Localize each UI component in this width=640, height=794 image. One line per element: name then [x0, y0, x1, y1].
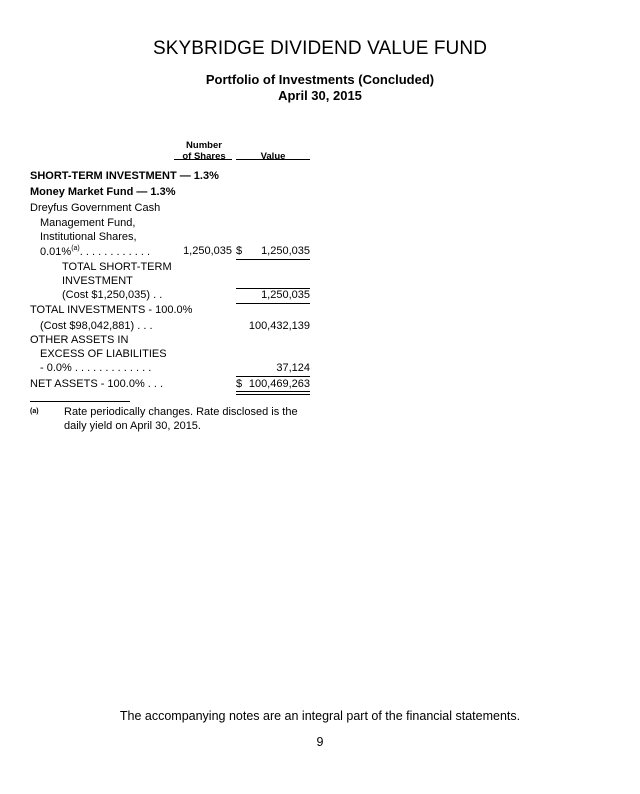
shares-header-rule: [174, 159, 232, 160]
other-assets-value: 37,124: [276, 362, 310, 374]
net-assets-value: 100,469,263: [248, 378, 310, 390]
total-short-term-bottom-rule: [236, 303, 310, 304]
page-number: 9: [316, 735, 324, 749]
other-assets-rule: [236, 376, 310, 377]
holding-rate: 0.01%: [40, 246, 72, 258]
column-header-value: Value: [260, 151, 286, 162]
total-short-term-line3: (Cost $1,250,035) . .: [62, 289, 163, 301]
holding-name-line2: Management Fund,: [40, 217, 136, 229]
other-assets-line2: EXCESS OF LIABILITIES: [40, 348, 167, 360]
leader-dots: . . . . . . . . . . . .: [79, 246, 151, 258]
other-assets-line1: OTHER ASSETS IN: [30, 334, 129, 346]
footnote-text-line2: daily yield on April 30, 2015.: [64, 420, 201, 432]
holding-name-line4: [40, 245, 150, 258]
net-assets-currency: $: [236, 378, 243, 390]
footnote-mark: (a): [30, 408, 39, 415]
total-short-term-value: 1,250,035: [261, 289, 310, 301]
footnote-ref: (a): [71, 245, 80, 252]
footnote-text-line1: Rate periodically changes. Rate disclosed is the: [64, 406, 298, 418]
column-header-shares-line1: Number: [186, 140, 222, 151]
net-assets-label: NET ASSETS - 100.0% . . .: [30, 378, 164, 390]
subsection-heading: Money Market Fund — 1.3%: [30, 186, 176, 198]
value-header-rule: [236, 159, 310, 160]
footnote-separator: [30, 401, 130, 402]
holding-name-line1: Dreyfus Government Cash: [30, 202, 161, 214]
total-investments-value: 100,432,139: [248, 320, 310, 332]
document-title: SKYBRIDGE DIVIDEND VALUE FUND: [152, 38, 488, 59]
holding-currency: $: [236, 245, 243, 257]
net-assets-double-rule: [236, 391, 310, 395]
holding-value: 1,250,035: [261, 245, 310, 257]
holding-shares: 1,250,035: [183, 245, 232, 257]
other-assets-line3: - 0.0% . . . . . . . . . . . . .: [40, 362, 152, 374]
footer-note: The accompanying notes are an integral part of the financial statements.: [119, 709, 521, 723]
holding-name-line3: Institutional Shares,: [40, 231, 137, 243]
total-short-term-line2: INVESTMENT: [62, 275, 133, 287]
document-date: April 30, 2015: [278, 88, 362, 103]
holding-value-rule: [236, 259, 310, 260]
document-subtitle: Portfolio of Investments (Concluded): [205, 72, 435, 87]
total-short-term-line1: TOTAL SHORT-TERM: [62, 261, 172, 273]
total-investments-line1: TOTAL INVESTMENTS - 100.0%: [30, 304, 193, 316]
section-heading: SHORT-TERM INVESTMENT — 1.3%: [30, 170, 219, 182]
total-investments-line2: (Cost $98,042,881) . . .: [40, 320, 153, 332]
column-header-shares-line2: of Shares: [182, 151, 226, 162]
